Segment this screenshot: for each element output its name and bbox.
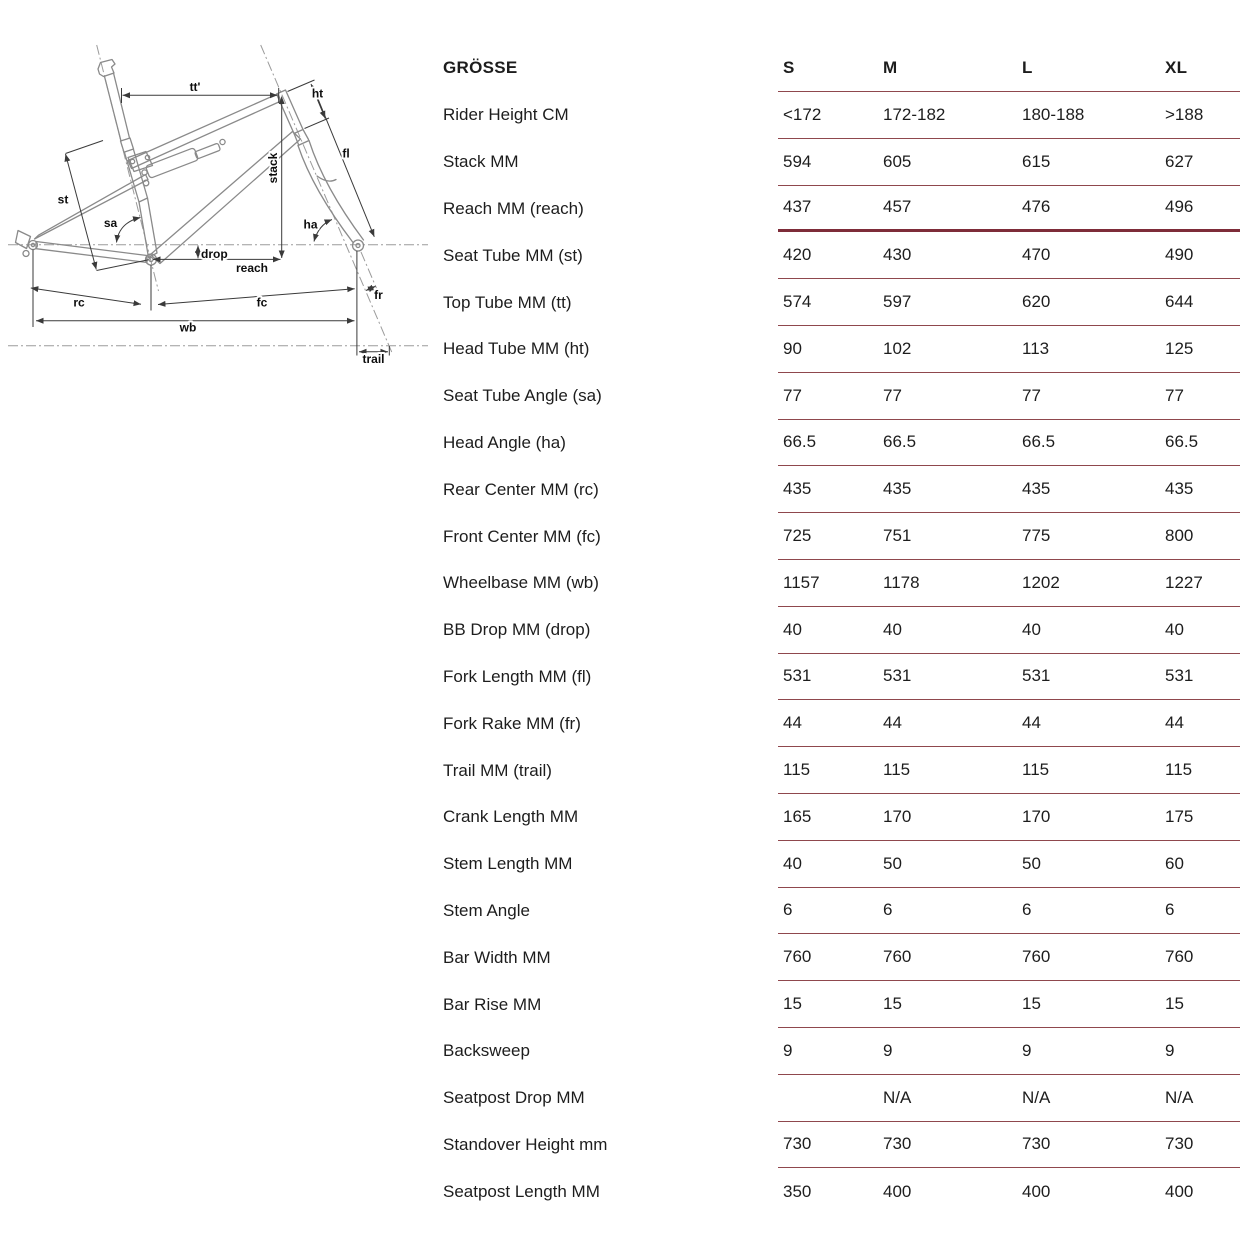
- value-cell: 66.5: [883, 432, 917, 452]
- value-cell: 400: [1165, 1181, 1194, 1201]
- value-cell: 574: [783, 292, 812, 312]
- value-cell: 15: [1165, 994, 1184, 1014]
- diagram-label-fr: fr: [374, 287, 383, 302]
- row-values: [778, 654, 1240, 701]
- value-cell: 760: [1165, 947, 1194, 967]
- value-cell: 175: [1165, 806, 1194, 826]
- value-cell: 775: [1022, 526, 1051, 546]
- value-cell: 66.5: [1165, 432, 1199, 452]
- column-header-s: S: [783, 57, 795, 77]
- value-cell: >188: [1165, 104, 1204, 124]
- value-cell: 1227: [1165, 572, 1203, 592]
- value-cell: 115: [1165, 760, 1193, 780]
- value-cell: 1178: [883, 572, 920, 592]
- value-cell: 102: [883, 338, 912, 358]
- value-cell: 50: [1022, 853, 1041, 873]
- row-values: [778, 232, 1240, 279]
- diagram-label-trail: trail: [362, 352, 385, 366]
- diagram-label-ht: ht: [311, 86, 324, 101]
- value-cell: 125: [1165, 338, 1194, 358]
- value-cell: 597: [883, 292, 912, 312]
- value-cell: 9: [1022, 1040, 1032, 1060]
- value-cell: 44: [1022, 713, 1041, 733]
- diagram-label-rc: rc: [73, 295, 85, 310]
- value-cell: 470: [1022, 245, 1051, 265]
- value-cell: 44: [1165, 713, 1184, 733]
- table-row: [443, 466, 1240, 513]
- table-row: [443, 794, 1240, 841]
- column-header-m: M: [883, 57, 898, 77]
- table-row: [443, 1028, 1240, 1075]
- table-row: [443, 420, 1240, 467]
- row-values: [778, 420, 1240, 467]
- row-label: Crank Length MM: [443, 807, 579, 827]
- table-row: [443, 888, 1240, 935]
- table-row: [443, 841, 1240, 888]
- row-values: [778, 1122, 1240, 1169]
- value-cell: <172: [783, 104, 822, 124]
- table-row: [443, 934, 1240, 981]
- column-header-l: L: [1022, 57, 1033, 77]
- table-row: [443, 747, 1240, 794]
- value-cell: 6: [883, 900, 893, 920]
- value-cell: 1202: [1022, 572, 1060, 592]
- row-label: Wheelbase MM (wb): [443, 573, 599, 593]
- value-cell: N/A: [883, 1087, 912, 1107]
- table-row: [443, 139, 1240, 186]
- table-row: [443, 279, 1240, 326]
- table-header-size-label: GRÖSSE: [443, 58, 518, 77]
- value-cell: 113: [1022, 338, 1050, 358]
- diagram-label-st: st: [57, 192, 69, 207]
- bike-geometry-diagram: [0, 0, 435, 395]
- row-label: Seatpost Length MM: [443, 1181, 600, 1201]
- value-cell: 531: [883, 666, 912, 686]
- row-values: [778, 1075, 1240, 1122]
- table-row: [443, 981, 1240, 1028]
- row-values: [778, 747, 1240, 794]
- row-label: BB Drop MM (drop): [443, 620, 591, 640]
- value-cell: 6: [1165, 900, 1175, 920]
- value-cell: N/A: [1022, 1087, 1051, 1107]
- row-label: Rider Height CM: [443, 105, 569, 125]
- row-label: Rear Center MM (rc): [443, 479, 599, 499]
- row-label: Front Center MM (fc): [443, 526, 601, 546]
- value-cell: 9: [883, 1040, 893, 1060]
- geometry-table: [443, 44, 1240, 1215]
- diagram-label-fl: fl: [342, 146, 350, 161]
- diagram-label-fc: fc: [256, 295, 268, 310]
- diagram-label-ha: ha: [303, 217, 318, 232]
- row-values: [778, 1028, 1240, 1075]
- row-values: [778, 700, 1240, 747]
- diagram-label-drop: drop: [201, 246, 228, 261]
- row-label: Bar Width MM: [443, 947, 551, 967]
- row-values: [778, 1168, 1240, 1215]
- row-values: [778, 513, 1240, 560]
- value-cell: 15: [1022, 994, 1041, 1014]
- value-cell: 620: [1022, 292, 1051, 312]
- table-row: [443, 654, 1240, 701]
- value-cell: 435: [1165, 479, 1194, 499]
- table-row: [443, 607, 1240, 654]
- value-cell: 531: [783, 666, 812, 686]
- axis-centerlines: [8, 45, 428, 352]
- row-label: Reach MM (reach): [443, 198, 584, 218]
- value-cell: 730: [1165, 1134, 1194, 1154]
- row-label: Stem Angle: [443, 900, 530, 920]
- value-cell: 40: [783, 619, 802, 639]
- value-cell: 172-182: [883, 104, 946, 124]
- column-header-xl: XL: [1165, 57, 1188, 77]
- diagram-label-stack: stack: [266, 152, 280, 184]
- geometry-table-body: [443, 92, 1240, 1215]
- value-cell: 90: [783, 338, 802, 358]
- value-cell: 435: [783, 479, 812, 499]
- value-cell: 9: [783, 1040, 793, 1060]
- value-cell: 66.5: [1022, 432, 1056, 452]
- value-cell: 40: [883, 619, 902, 639]
- row-values: [778, 326, 1240, 373]
- value-cell: 15: [783, 994, 802, 1014]
- value-cell: 496: [1165, 197, 1194, 217]
- diagram-label-reach: reach: [235, 260, 269, 275]
- table-row: [443, 326, 1240, 373]
- value-cell: 751: [883, 526, 912, 546]
- value-cell: 115: [783, 760, 811, 780]
- value-cell: 730: [783, 1134, 812, 1154]
- value-cell: 725: [783, 526, 812, 546]
- value-cell: 77: [1165, 385, 1184, 405]
- row-values: [778, 373, 1240, 420]
- value-cell: 594: [783, 151, 812, 171]
- table-header-row: [443, 44, 1240, 92]
- value-cell: 435: [883, 479, 912, 499]
- value-cell: 6: [1022, 900, 1032, 920]
- row-label: Top Tube MM (tt): [443, 292, 572, 312]
- row-values: [778, 139, 1240, 186]
- diagram-label-tt-prime: tt': [189, 80, 201, 94]
- value-cell: 77: [783, 385, 802, 405]
- diagram-label-wb: wb: [179, 320, 197, 335]
- row-values: [778, 186, 1240, 233]
- row-values: [778, 888, 1240, 935]
- value-cell: 457: [883, 197, 912, 217]
- row-values: [778, 466, 1240, 513]
- row-label: Fork Length MM (fl): [443, 666, 592, 686]
- value-cell: 490: [1165, 245, 1194, 265]
- value-cell: 400: [1022, 1181, 1051, 1201]
- row-values: [778, 279, 1240, 326]
- row-values: [778, 794, 1240, 841]
- table-row: [443, 232, 1240, 279]
- table-header-values: [778, 44, 1240, 92]
- value-cell: 437: [783, 197, 812, 217]
- value-cell: 730: [883, 1134, 912, 1154]
- value-cell: 115: [883, 760, 911, 780]
- row-label: Trail MM (trail): [443, 760, 552, 780]
- value-cell: 615: [1022, 151, 1051, 171]
- value-cell: 40: [783, 853, 802, 873]
- value-cell: 1157: [783, 572, 820, 592]
- row-label: Stem Length MM: [443, 854, 573, 874]
- value-cell: 60: [1165, 853, 1184, 873]
- value-cell: 400: [883, 1181, 912, 1201]
- value-cell: 605: [883, 151, 912, 171]
- row-label: Seatpost Drop MM: [443, 1088, 585, 1108]
- value-cell: 350: [783, 1181, 812, 1201]
- value-cell: 66.5: [783, 432, 817, 452]
- row-label: Seat Tube MM (st): [443, 245, 583, 265]
- table-row: [443, 373, 1240, 420]
- value-cell: 476: [1022, 197, 1051, 217]
- value-cell: 644: [1165, 292, 1194, 312]
- table-row: [443, 92, 1240, 139]
- value-cell: 800: [1165, 526, 1194, 546]
- row-label: Head Angle (ha): [443, 432, 566, 452]
- diagram-label-sa: sa: [103, 216, 118, 230]
- value-cell: 165: [783, 806, 812, 826]
- table-row: [443, 1168, 1240, 1215]
- row-values: [778, 560, 1240, 607]
- value-cell: 40: [1022, 619, 1041, 639]
- value-cell: 9: [1165, 1040, 1175, 1060]
- value-cell: 531: [1022, 666, 1051, 686]
- table-row: [443, 513, 1240, 560]
- value-cell: 50: [883, 853, 902, 873]
- value-cell: 627: [1165, 151, 1194, 171]
- value-cell: 77: [1022, 385, 1041, 405]
- value-cell: 44: [783, 713, 802, 733]
- value-cell: 180-188: [1022, 104, 1085, 124]
- row-values: [778, 981, 1240, 1028]
- row-label: Bar Rise MM: [443, 994, 542, 1014]
- value-cell: 6: [783, 900, 793, 920]
- value-cell: 730: [1022, 1134, 1051, 1154]
- value-cell: 760: [1022, 947, 1051, 967]
- table-row: [443, 1075, 1240, 1122]
- value-cell: 15: [883, 994, 902, 1014]
- table-row: [443, 700, 1240, 747]
- value-cell: 44: [883, 713, 902, 733]
- value-cell: 430: [883, 245, 912, 265]
- row-label: Backsweep: [443, 1041, 530, 1061]
- row-label: Fork Rake MM (fr): [443, 713, 581, 733]
- row-label: Stack MM: [443, 152, 519, 172]
- value-cell: 170: [883, 806, 912, 826]
- value-cell: 531: [1165, 666, 1194, 686]
- table-row: [443, 186, 1240, 233]
- row-values: [778, 934, 1240, 981]
- value-cell: 40: [1165, 619, 1184, 639]
- value-cell: 115: [1022, 760, 1050, 780]
- table-row: [443, 560, 1240, 607]
- row-label: Seat Tube Angle (sa): [443, 386, 602, 406]
- value-cell: 760: [883, 947, 912, 967]
- value-cell: 435: [1022, 479, 1051, 499]
- value-cell: 420: [783, 245, 812, 265]
- row-values: [778, 92, 1240, 139]
- row-label: Standover Height mm: [443, 1134, 608, 1154]
- value-cell: 760: [783, 947, 812, 967]
- row-values: [778, 607, 1240, 654]
- value-cell: 77: [883, 385, 902, 405]
- value-cell: N/A: [1165, 1087, 1194, 1107]
- row-label: Head Tube MM (ht): [443, 339, 590, 359]
- value-cell: 170: [1022, 806, 1051, 826]
- row-values: [778, 841, 1240, 888]
- table-row: [443, 1122, 1240, 1169]
